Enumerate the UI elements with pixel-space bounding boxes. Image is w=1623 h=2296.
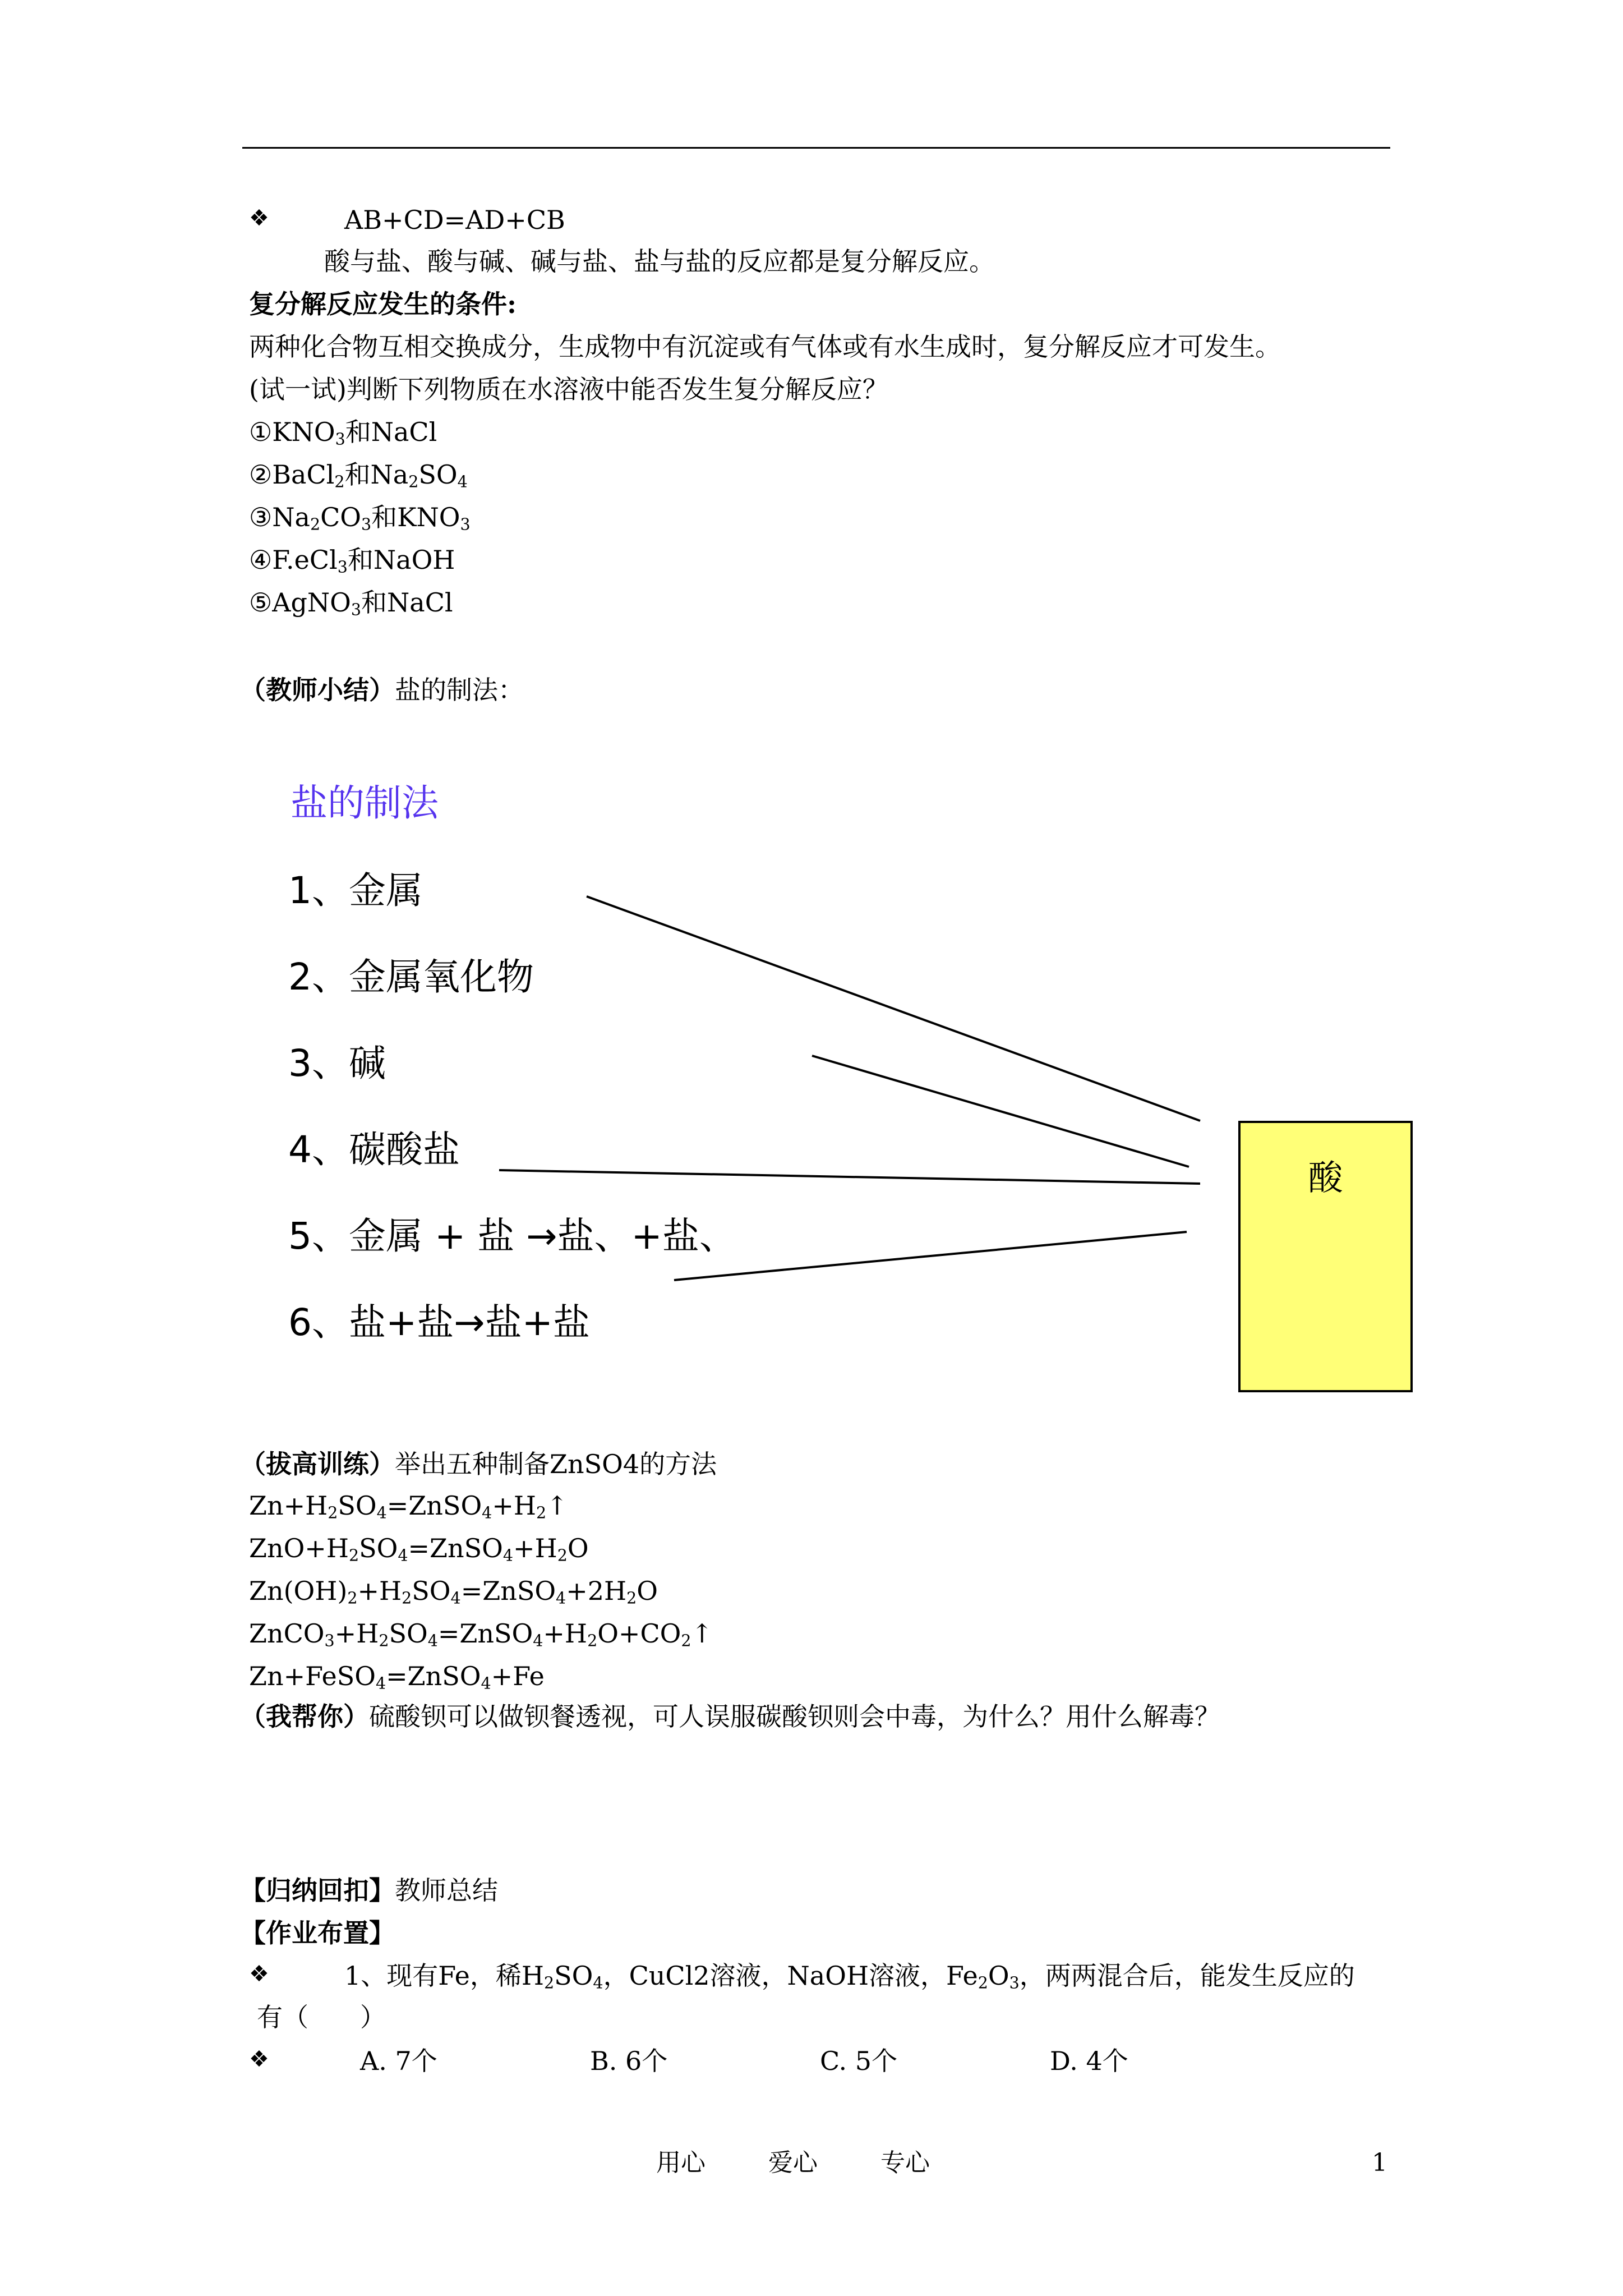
homework-bullet-2: ❖ [249,2046,269,2072]
method-item-3: 3、碱 [288,1042,386,1085]
pair-1: $①KNO_3$和NaCl [249,417,437,449]
method-item-4: 4、碳酸盐 [288,1128,460,1171]
equation-2: $ZnO+H_2SO_4=ZnSO_4+H_2O$ [249,1533,589,1565]
pair-2: ②BaCl$_2$和$Na_2SO_4$ [249,459,468,491]
homework-question-1: 1、现有Fe，稀$H_2SO_4$，CuCl2溶液，NaOH溶液，$Fe_2O_3$，两两混合后，能发生反应的 [344,1961,1355,1993]
conditions-text: 两种化合物互相交换成分，生成物中有沉淀或有气体或有水生成时，复分解反应才可发生。 [249,332,1281,362]
option-a: A. 7个 [360,2046,437,2076]
review-line: 【归纳回扣】教师总结 [240,1875,498,1906]
training-prompt: （拔高训练）举出五种制备ZnSO4的方法 [240,1449,717,1479]
connector-line-metal-salt [674,1232,1187,1280]
homework-label: 【作业布置】 [240,1918,395,1948]
teacher-summary: （教师小结）盐的制法： [240,675,524,705]
try-question: (试一试)判断下列物质在水溶液中能否发生复分解反应？ [249,374,888,404]
method-item-2: 2、金属氧化物 [288,955,534,999]
pair-5: ⑤AgNO$_3$和NaCl [249,587,453,619]
equation-4: $ZnCO_3+H_2SO_4=ZnSO_4+H_2O+CO_2↑$ [249,1618,713,1650]
method-item-5: 5、金属 + 盐 →盐、+盐、 [288,1214,736,1258]
equation-3: $Zn(OH)_2+H_2SO_4=ZnSO_4+2H_2O$ [249,1576,658,1608]
option-c: C. 5个 [820,2046,898,2076]
pair-4: ④F.eCl$_3$和NaOH [249,545,455,577]
homework-bullet-1: ❖ [249,1961,269,1987]
formula-text: AB+CD=AD+CB [344,205,565,235]
connector-line-carbonate [499,1170,1200,1184]
connector-line-base [812,1056,1189,1167]
footer-motto-3: 专心 [880,2148,930,2177]
footer-motto-1: 用心 [656,2148,706,2177]
acid-label: 酸 [1308,1157,1343,1198]
bullet: ❖ [249,205,269,231]
conditions-title: 复分解反应发生的条件: [249,289,517,319]
equation-5: Zn+FeSO$_4$=ZnSO$_4$+Fe [249,1661,545,1693]
diagram-title: 盐的制法 [291,781,439,825]
connector-line-metal [587,896,1200,1121]
method-item-1: 1、金属 [288,869,423,912]
option-b: B. 6个 [590,2046,668,2076]
option-d: D. 4个 [1050,2046,1128,2076]
equation-1: $Zn+H_2SO_4=ZnSO_4+H_2↑$ [249,1490,568,1522]
homework-question-1-cont: 有（ ） [257,2002,386,2032]
statement-text: 酸与盐、酸与碱、碱与盐、盐与盐的反应都是复分解反应。 [324,246,995,277]
method-item-6: 6、盐+盐→盐+盐 [288,1301,590,1344]
pair-3: $③Na_2CO_3$和$KNO_3$ [249,502,471,534]
page-number: 1 [1372,2148,1387,2177]
help-question: （我帮你）硫酸钡可以做钡餐透视，可人误服碳酸钡则会中毒，为什么？用什么解毒？ [240,1701,1220,1732]
acid-box [1238,1121,1413,1392]
footer-motto-2: 爱心 [768,2148,818,2177]
